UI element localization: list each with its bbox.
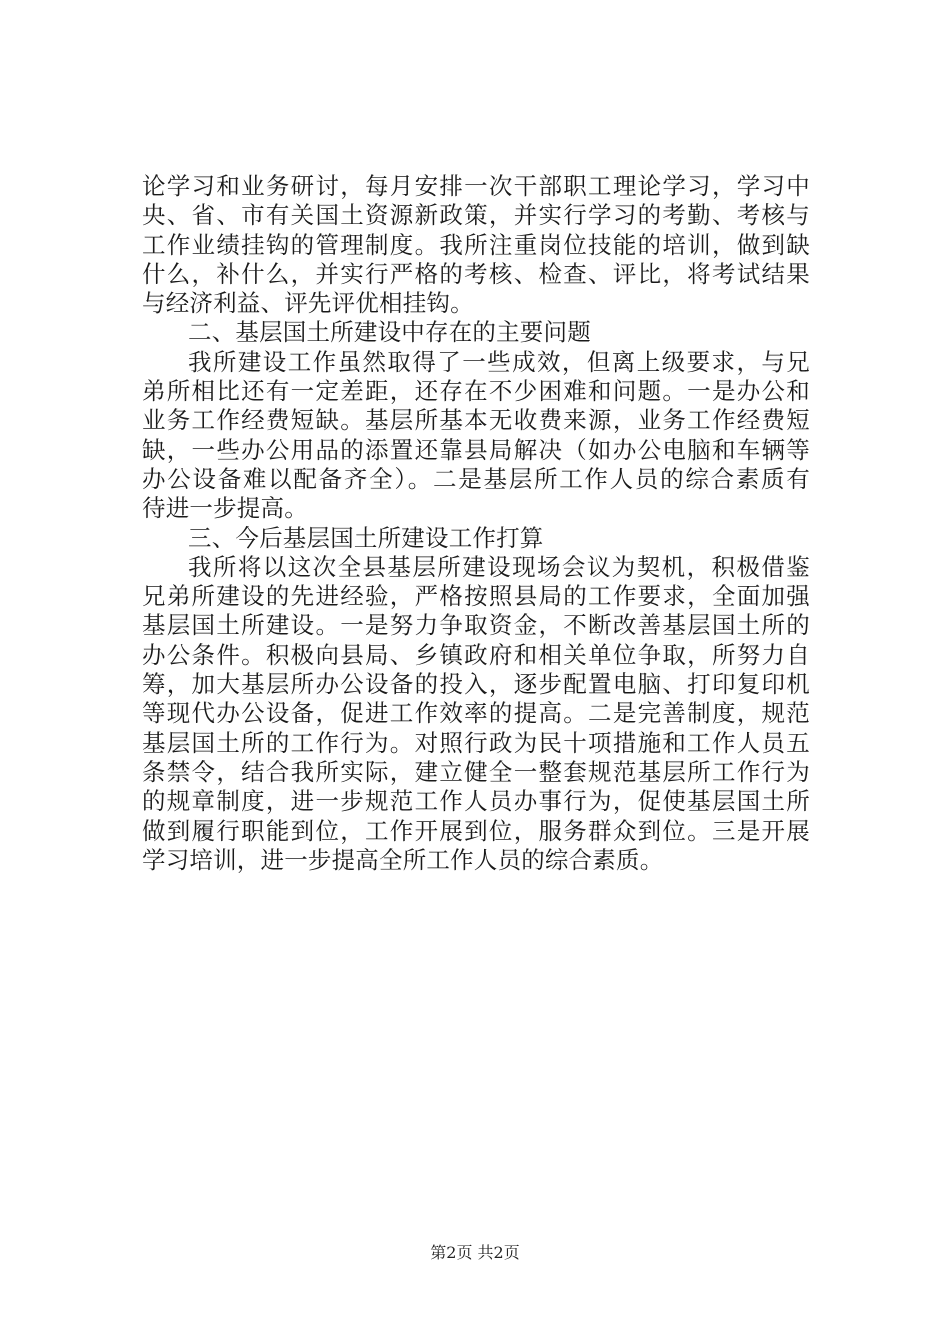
text-line: 什么，补什么，并实行严格的考核、检查、评比，将考试结果 xyxy=(142,259,810,288)
text-line: 基层国土所的工作行为。对照行政为民十项措施和工作人员五 xyxy=(142,728,810,757)
text-line: 学习培训，进一步提高全所工作人员的综合素质。 xyxy=(142,845,664,874)
text-line: 的规章制度，进一步规范工作人员办事行为，促使基层国土所 xyxy=(142,787,810,816)
text-line: 等现代办公设备，促进工作效率的提高。二是完善制度，规范 xyxy=(142,699,810,728)
text-line: 二、基层国土所建设中存在的主要问题 xyxy=(188,318,591,347)
text-line: 我所将以这次全县基层所建设现场会议为契机，积极借鉴 xyxy=(188,552,810,581)
text-line: 兄弟所建设的先进经验，严格按照县局的工作要求，全面加强 xyxy=(142,582,810,611)
text-line: 做到履行职能到位，工作开展到位，服务群众到位。三是开展 xyxy=(142,816,810,845)
text-line: 工作业绩挂钩的管理制度。我所注重岗位技能的培训，做到缺 xyxy=(142,230,810,259)
text-line: 弟所相比还有一定差距，还存在不少困难和问题。一是办公和 xyxy=(142,377,810,406)
text-line: 筹，加大基层所办公设备的投入，逐步配置电脑、打印复印机 xyxy=(142,670,810,699)
text-line: 与经济利益、评先评优相挂钩。 xyxy=(142,289,474,318)
text-line: 基层国土所建设。一是努力争取资金，不断改善基层国土所的 xyxy=(142,611,810,640)
text-line: 业务工作经费短缺。基层所基本无收费来源，业务工作经费短 xyxy=(142,406,810,435)
text-line: 我所建设工作虽然取得了一些成效，但离上级要求，与兄 xyxy=(188,347,810,376)
text-line: 办公设备难以配备齐全）。二是基层所工作人员的综合素质有 xyxy=(142,464,810,493)
page-footer: 第2页 共2页 xyxy=(430,1243,520,1262)
text-line: 待进一步提高。 xyxy=(142,494,308,523)
text-line: 三、今后基层国土所建设工作打算 xyxy=(188,523,544,552)
text-line: 条禁令，结合我所实际，建立健全一整套规范基层所工作行为 xyxy=(142,757,810,786)
text-line: 央、省、市有关国土资源新政策，并实行学习的考勤、考核与 xyxy=(142,201,810,230)
document-body xyxy=(142,172,810,875)
text-line: 论学习和业务研讨，每月安排一次干部职工理论学习，学习中 xyxy=(142,172,810,200)
text-line: 缺，一些办公用品的添置还靠县局解决（如办公电脑和车辆等 xyxy=(142,435,810,464)
text-line: 办公条件。积极向县局、乡镇政府和相关单位争取，所努力自 xyxy=(142,640,810,669)
